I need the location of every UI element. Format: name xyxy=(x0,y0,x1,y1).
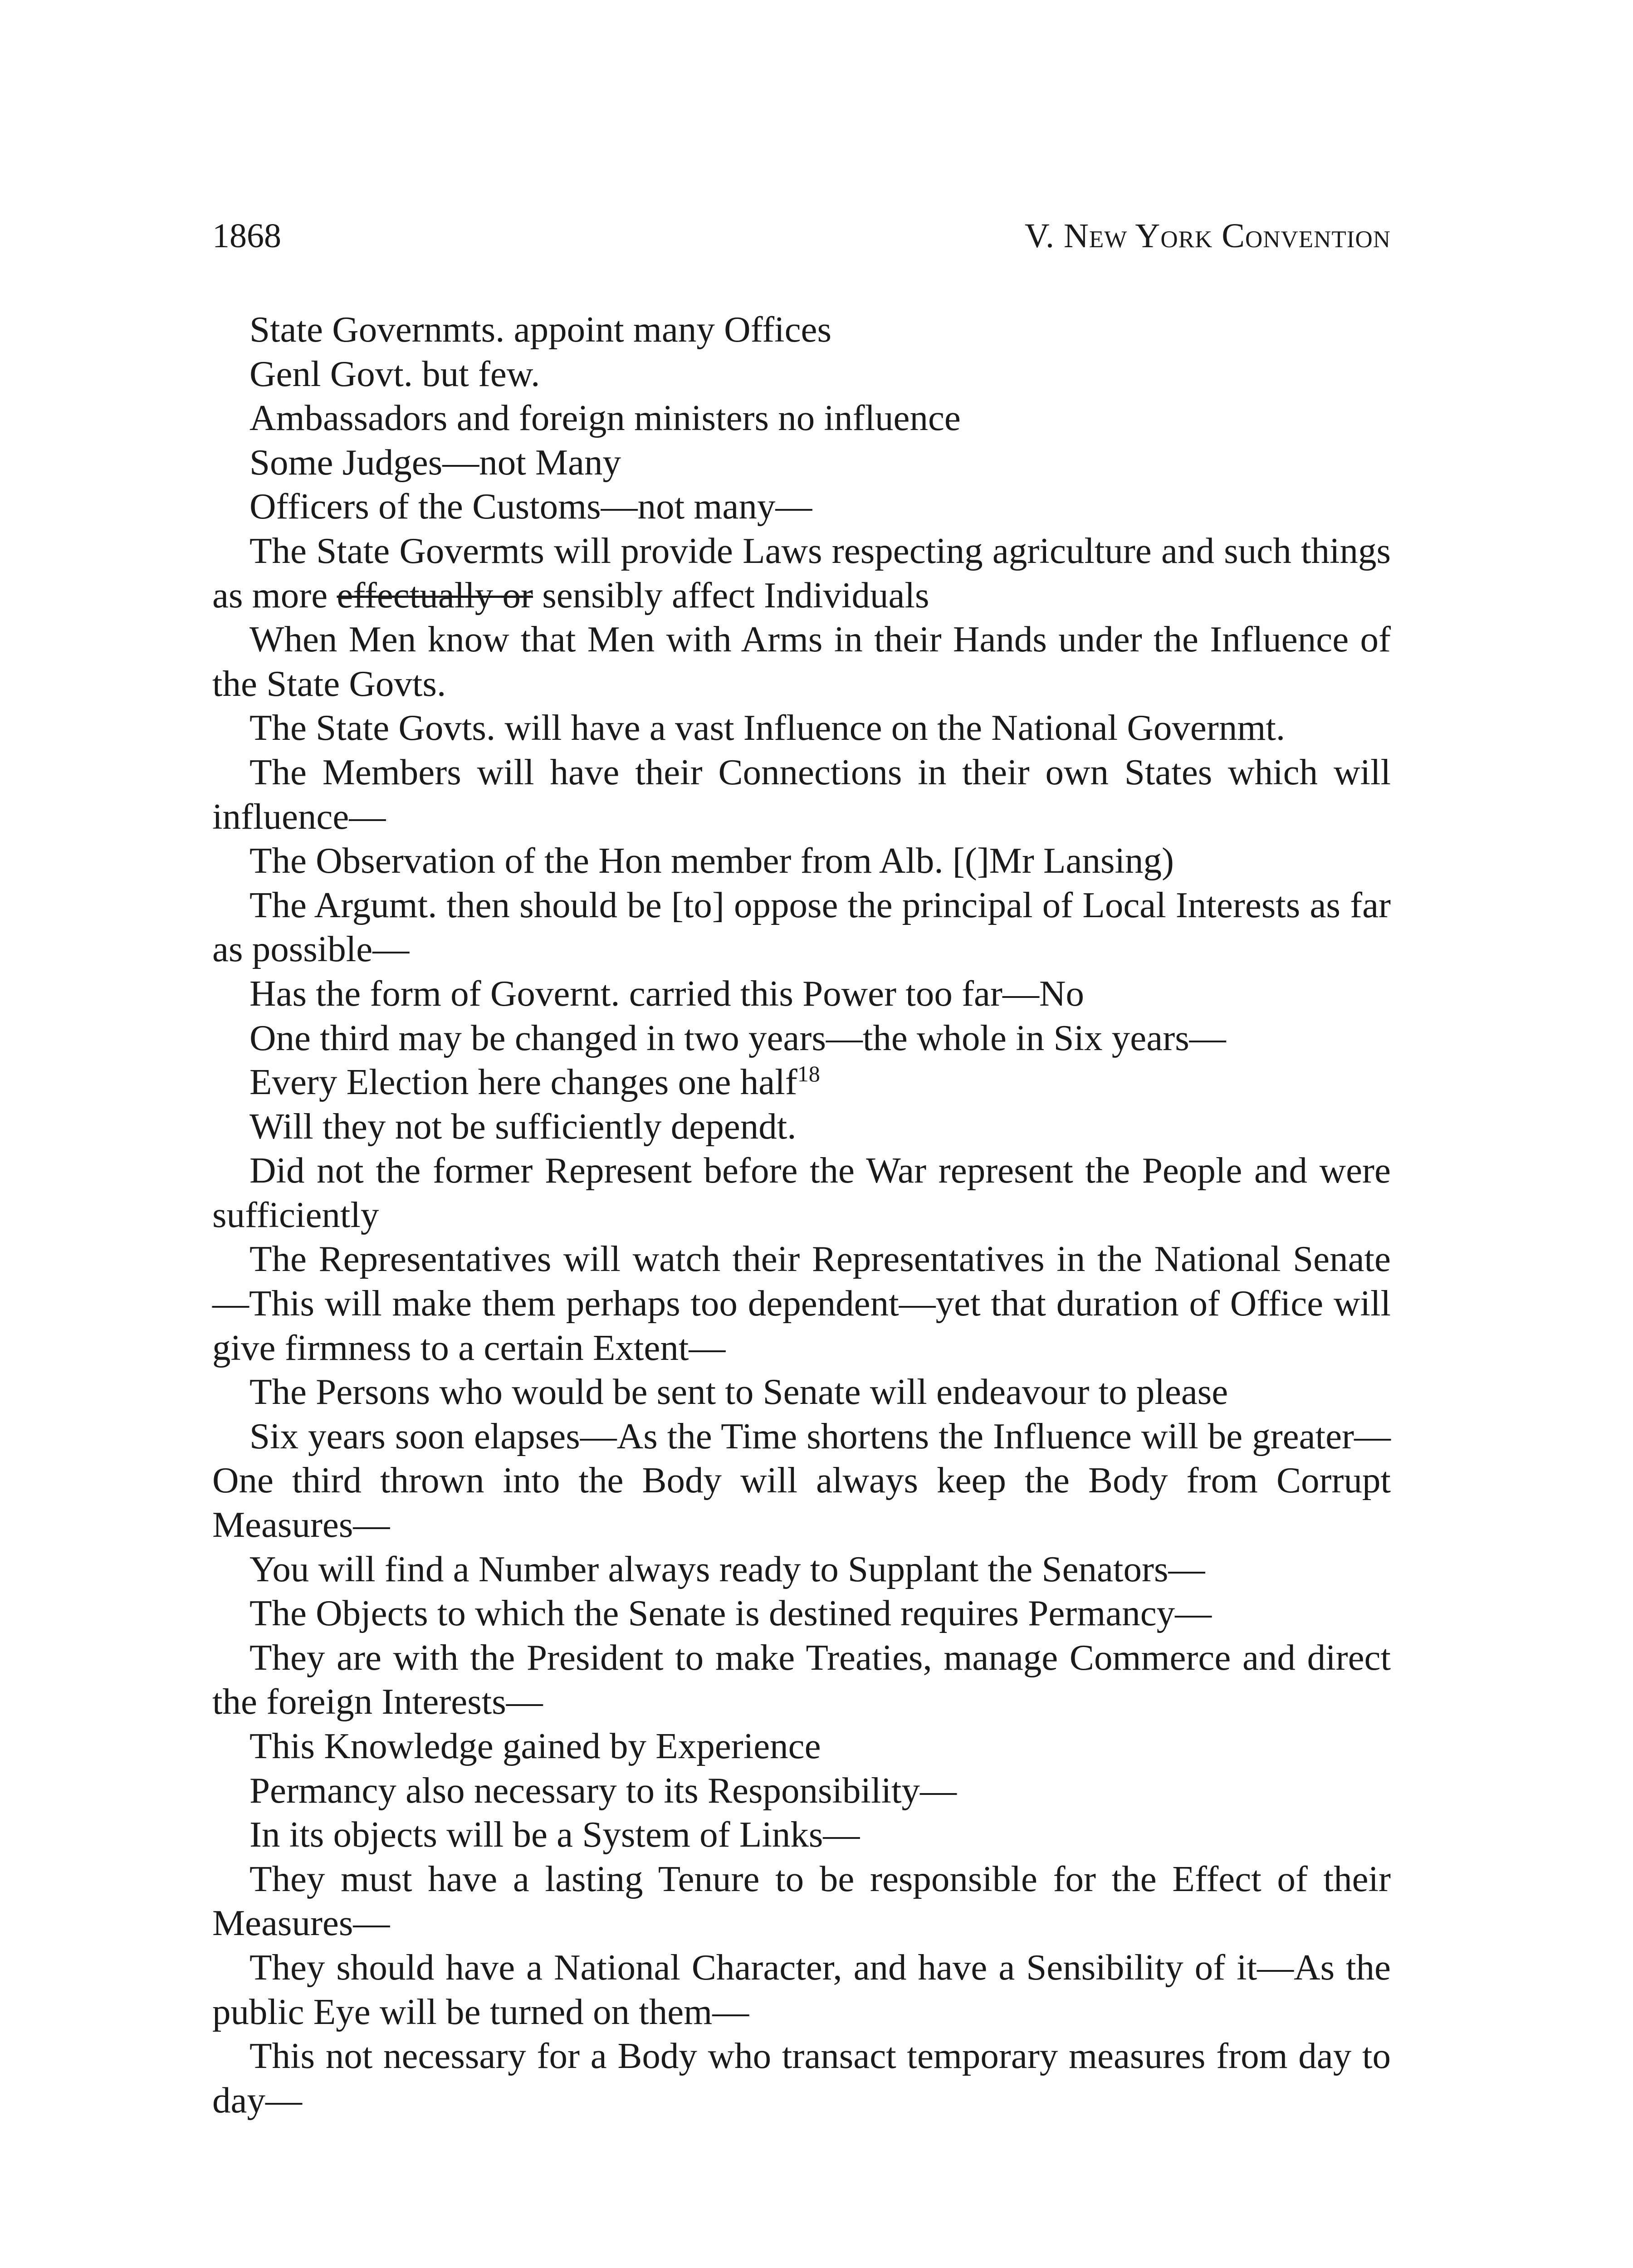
paragraph: When Men know that Men with Arms in their Hands under the Influence of the State Govts. xyxy=(212,619,1391,704)
paragraph-with-footnote xyxy=(212,1060,1391,1105)
body-text xyxy=(212,308,1391,2122)
paragraph-text: Every Election here changes one half xyxy=(249,1061,797,1103)
paragraph: The Representatives will watch their Representatives in the National Senate—This will make them perhaps too dependent—yet that duration of Office will give firmness to a certain Extent— xyxy=(212,1238,1391,1368)
paragraph-with-strikethrough xyxy=(212,529,1391,617)
paragraph: They are with the President to make Treaties, manage Commerce and direct the foreign Interests— xyxy=(212,1637,1391,1722)
paragraph: State Governmts. appoint many Offices xyxy=(249,309,831,350)
paragraph: The Objects to which the Senate is destined requires Permancy— xyxy=(249,1593,1212,1634)
paragraph: Genl Govt. but few. xyxy=(249,353,540,394)
paragraph: Has the form of Governt. carried this Power too far—No xyxy=(249,973,1084,1014)
paragraph: This not necessary for a Body who transact temporary measures from day to day— xyxy=(212,2035,1391,2121)
paragraph: The Observation of the Hon member from Alb. [(]Mr Lansing) xyxy=(249,840,1174,881)
paragraph: Six years soon elapses—As the Time shortens the Influence will be greater—One third thrown into the Body will always keep the Body from Corrupt Measures— xyxy=(212,1415,1391,1545)
paragraph: Will they not be sufficiently dependt. xyxy=(249,1105,797,1147)
paragraph-text-after: sensibly affect Individuals xyxy=(533,574,929,616)
paragraph: The Persons who would be sent to Senate will endeavour to please xyxy=(249,1371,1228,1413)
paragraph: They should have a National Character, and have a Sensibility of it—As the public Eye will be turned on them— xyxy=(212,1946,1391,2032)
paragraph: Ambassadors and foreign ministers no influence xyxy=(249,397,961,439)
paragraph: In its objects will be a System of Links— xyxy=(249,1814,860,1855)
paragraph: The Members will have their Connections in their own States which will influence— xyxy=(212,751,1391,837)
running-head xyxy=(212,213,1391,259)
paragraph: Some Judges—not Many xyxy=(249,441,621,483)
paragraph: They must have a lasting Tenure to be responsible for the Effect of their Measures— xyxy=(212,1858,1391,1944)
paragraph: The State Govts. will have a vast Influence on the National Governmt. xyxy=(249,707,1286,748)
paragraph-text-before: The State Govermts will provide Laws respecting agriculture and such things as more xyxy=(212,530,1391,616)
struck-text: effectually or xyxy=(337,574,533,616)
paragraph: The Argumt. then should be [to] oppose the principal of Local Interests as far as possible— xyxy=(212,884,1391,970)
footnote-marker[interactable]: 18 xyxy=(797,1061,820,1087)
paragraph: Officers of the Customs—not many— xyxy=(249,486,812,527)
section-title: V. New York Convention xyxy=(1024,217,1391,255)
page-number: 1868 xyxy=(212,217,281,255)
paragraph: Permancy also necessary to its Responsibility— xyxy=(249,1769,957,1811)
paragraph: Did not the former Represent before the War represent the People and were sufficiently xyxy=(212,1150,1391,1235)
paragraph: One third may be changed in two years—the whole in Six years— xyxy=(249,1017,1226,1058)
paragraph: You will find a Number always ready to Supplant the Senators— xyxy=(249,1548,1205,1589)
paragraph: This Knowledge gained by Experience xyxy=(249,1725,821,1766)
